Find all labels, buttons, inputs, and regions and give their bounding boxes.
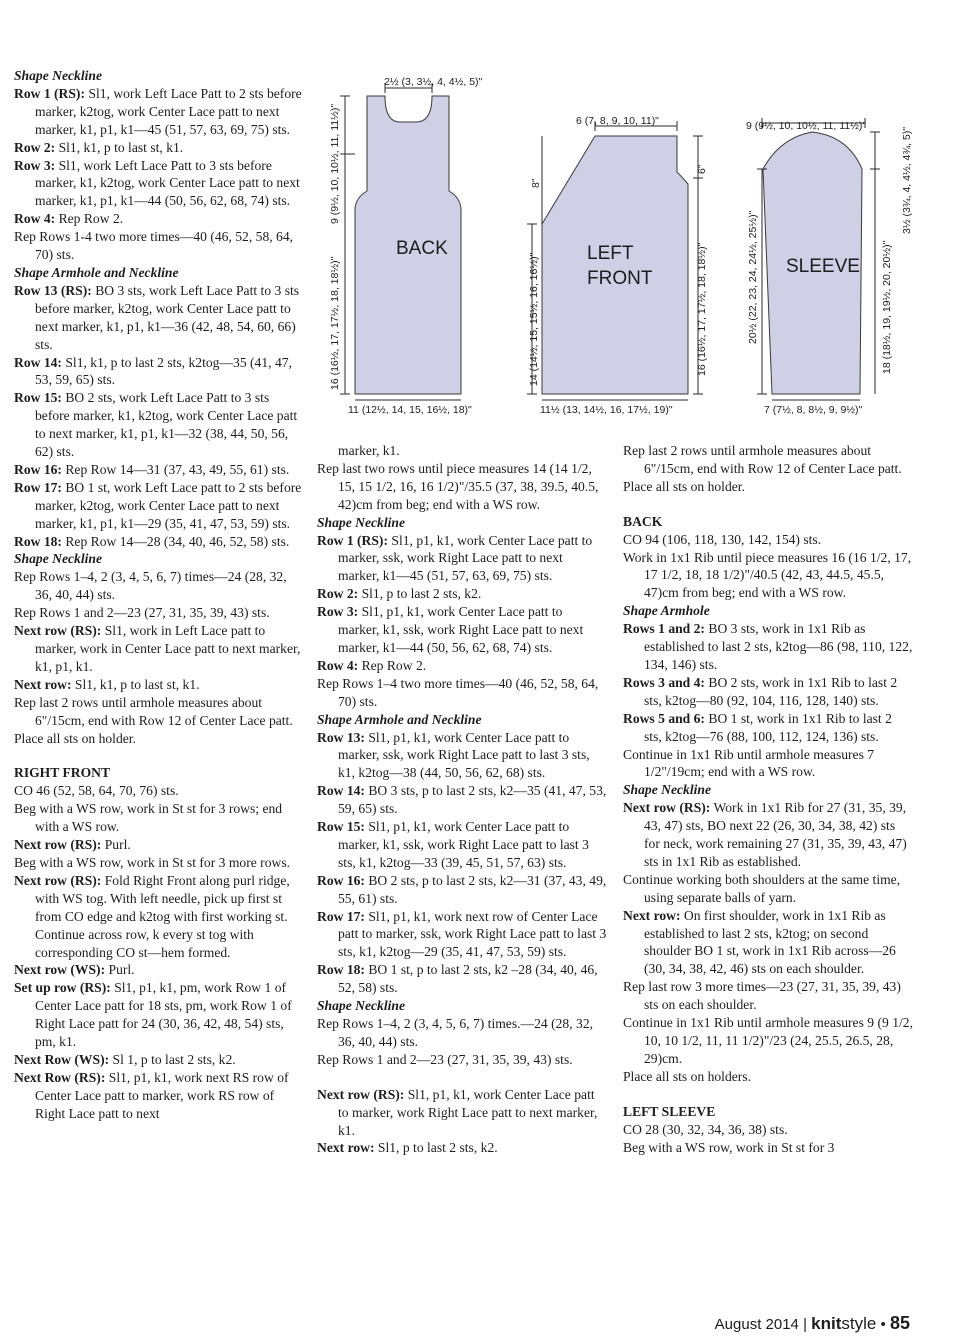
- row-label: Row 13 (RS):: [14, 282, 92, 298]
- instruction-text: Place all sts on holders.: [623, 1068, 751, 1084]
- instruction-text: Rep last two rows until piece measures 14 (14 1/2, 15, 15 1/2, 16, 16 1/2)"/35.5 (37, 38, 39.5, 40.5, 42)cm from beg; end with a WS row.: [317, 460, 599, 512]
- subsection-heading: Shape Armhole and Neckline: [317, 711, 482, 727]
- back-top-width: 2½ (3, 3½, 4, 4½, 5)": [384, 76, 483, 88]
- instruction-row: [14, 389, 304, 461]
- row-text: BO 2 sts, work Left Lace Patt to 3 sts before marker, k1, k2tog, work Center Lace patt to next marker, k1, p1, k1—32 (38, 44, 50, 56, 62) sts.: [35, 390, 298, 460]
- instruction-text: Rep Rows 1 and 2—23 (27, 31, 35, 39, 43) sts.: [317, 1051, 573, 1067]
- instruction-text: Beg with a WS row, work in St st for 3: [623, 1139, 835, 1155]
- row-label: Row 13:: [317, 729, 365, 745]
- row-label: Next row:: [14, 676, 72, 692]
- row-text: Sl1, k1, p to last st, k1.: [58, 139, 184, 155]
- row-label: Row 1 (RS):: [14, 85, 85, 101]
- row-label: Row 14:: [317, 783, 365, 799]
- instruction-row: [14, 533, 304, 551]
- row-label: Row 17:: [317, 908, 365, 924]
- sleeve-top-width: 9 (9½, 10, 10½, 11, 11½)": [746, 120, 867, 132]
- row-label: Row 2:: [14, 139, 56, 155]
- row-label: Row 3:: [14, 157, 56, 173]
- row-text: Rep Row 14—28 (34, 40, 46, 52, 58) sts.: [65, 533, 290, 549]
- brand-style: style: [841, 1314, 877, 1333]
- row-label: Next row:: [623, 907, 681, 923]
- row-text: Sl1, work Left Lace Patt to 3 sts before marker, k1, k2tog, work Center Lace patt to next marker, k1, p1, k1—44 (50, 56, 62, 68, 74) sts.: [35, 157, 300, 209]
- row-label: Row 18:: [317, 962, 365, 978]
- row-label: Row 14:: [14, 354, 62, 370]
- row-text: Sl1, p1, k1, work next row of Center Lace patt to marker, ssk, work Right Lace patt to last 3 sts, k1, k2tog—29 (35, 41, 47, 53, 59) sts.: [338, 908, 607, 960]
- row-label: Next row:: [317, 1140, 375, 1156]
- row-label: Next row (RS):: [317, 1086, 405, 1102]
- instruction-row: [317, 1139, 607, 1157]
- instruction-row: [14, 1051, 304, 1069]
- spacer: [317, 1069, 607, 1086]
- instruction-text: CO 94 (106, 118, 130, 142, 154) sts.: [623, 531, 822, 547]
- row-label: Row 3:: [317, 604, 359, 620]
- instruction-row: [14, 157, 304, 211]
- subsection-heading: Shape Armhole and Neckline: [14, 264, 179, 280]
- row-text: Work in 1x1 Rib for 27 (31, 35, 39, 43, 47) sts, BO next 22 (26, 30, 34, 38, 42) sts for neck, work remaining 27 (31, 35, 39, 43, 47) sts in 1x1 Rib as established.: [644, 800, 907, 869]
- instruction-row: [317, 585, 607, 603]
- back-armhole-length: 9 (9½, 10, 10½, 11, 11½)": [329, 103, 341, 224]
- row-text: Sl1, work in Left Lace patt to marker, work in Center Lace patt to next marker, k1, p1, k1.: [35, 623, 301, 674]
- instruction-row: [317, 818, 607, 872]
- column-left: [14, 67, 304, 1123]
- instruction-text: Rep Rows 1–4, 2 (3, 4, 5, 6, 7) times.—24 (28, 32, 36, 40, 44) sts.: [317, 1016, 594, 1049]
- instruction-text: Continue in 1x1 Rib until armhole measures 7 1/2"/19cm; end with a WS row.: [623, 746, 875, 780]
- row-text: BO 3 sts, work in 1x1 Rib as established to last 2 sts, k2tog—86 (98, 110, 122, 134, 146) sts.: [644, 621, 913, 672]
- left-front-label-line1: LEFT: [587, 243, 634, 264]
- left-front-armhole-depth: 6": [696, 164, 708, 174]
- instruction-text: Work in 1x1 Rib until piece measures 16 (16 1/2, 17, 17 1/2, 18, 18 1/2)"/40.5 (42, 43, 44.5, 45.5, 47)cm from beg; end with a WS row.: [623, 549, 912, 601]
- row-text: BO 3 sts, work Left Lace Patt to 3 sts before marker, k2tog, work Center Lace patt to next marker, k1, p1, k1—36 (42, 48, 54, 60, 66) sts.: [35, 282, 300, 352]
- row-label: Next Row (WS):: [14, 1051, 110, 1067]
- row-text: Sl1, p to last 2 sts, k2.: [377, 1140, 498, 1156]
- footer-separator: |: [803, 1316, 807, 1333]
- row-label: Next row (RS):: [14, 872, 102, 888]
- continued-text: marker, k1.: [338, 443, 400, 458]
- instruction-row: [317, 961, 607, 997]
- subsection-heading: Shape Neckline: [317, 998, 405, 1014]
- instruction-row: [317, 1086, 607, 1140]
- instruction-row: [623, 799, 913, 871]
- instruction-row: [623, 674, 913, 710]
- row-text: On first shoulder, work in 1x1 Rib as established to last 2 sts, k2tog; on second shoulder BO 1 st, work in 1x1 Rib across—26 (30, 34, 38, 42, 46) sts on each shoulder.: [644, 907, 896, 977]
- row-label: Next row (RS):: [14, 623, 102, 639]
- page-footer: [715, 1313, 910, 1334]
- left-front-shape: [542, 136, 688, 394]
- page-number: 85: [889, 1313, 910, 1333]
- spacer: [14, 747, 304, 764]
- instruction-text: Rep last 2 rows until armhole measures about 6"/15cm, end with Row 12 of Center Lace patt.: [623, 443, 902, 476]
- instruction-row: [14, 622, 304, 676]
- instruction-text: Rep Rows 1–4 two more times—40 (46, 52, 58, 64, 70) sts.: [317, 675, 599, 709]
- row-text: BO 1 st, work Left Lace patt to 2 sts before marker, k2tog, work Center Lace patt to next marker, k1, p1, k1—29 (35, 41, 47, 53, 59) sts.: [35, 479, 302, 531]
- row-text: Rep Row 14—31 (37, 43, 49, 55, 61) sts.: [65, 461, 290, 477]
- back-schematic: [329, 76, 483, 416]
- row-label: Next row (RS):: [14, 837, 102, 853]
- row-text: Sl1, p1, k1, pm, work Row 1 of Center Lace patt for 18 sts, pm, work Row 1 of Right Lace patt for 24 (30, 36, 42, 48, 54) sts, pm, k1.: [35, 980, 292, 1050]
- instruction-text: Rep last 2 rows until armhole measures about 6"/15cm, end with Row 12 of Center Lace patt.: [14, 694, 293, 728]
- row-text: BO 2 sts, p to last 2 sts, k2—31 (37, 43, 49, 55, 61) sts.: [338, 872, 607, 906]
- instruction-text: Beg with a WS row, work in St st for 3 rows; end with a WS row.: [14, 801, 283, 835]
- row-text: Rep Row 2.: [58, 211, 124, 227]
- section-heading: RIGHT FRONT: [14, 765, 111, 781]
- instruction-text: Rep Rows 1–4, 2 (3, 4, 5, 6, 7) times—24 (28, 32, 36, 40, 44) sts.: [14, 569, 287, 603]
- sleeve-underarm-length: 18 (18½, 19, 19½, 20, 20½)": [881, 240, 893, 374]
- row-label: Row 16:: [14, 461, 62, 477]
- subsection-heading: Shape Neckline: [317, 514, 405, 530]
- instruction-row: [317, 729, 607, 783]
- row-text: Sl1, p1, k1, work Center Lace patt to marker, ssk, work Right Lace patt to last 3 sts, k1, k2tog—38 (44, 50, 56, 62, 68) sts.: [338, 729, 590, 781]
- row-text: Sl1, p1, k1, work Center Lace patt to marker, ssk, work Right Lace patt to next marker, k1—45 (51, 57, 63, 69, 75) sts.: [338, 532, 593, 584]
- column-right: [623, 442, 913, 1156]
- subsection-heading: Shape Neckline: [623, 782, 711, 798]
- sleeve-bottom-width: 7 (7½, 8, 8½, 9, 9½)": [764, 404, 863, 416]
- instruction-row: [317, 782, 607, 818]
- instruction-row: [317, 603, 607, 657]
- row-label: Row 4:: [14, 211, 56, 227]
- subsection-heading: Shape Neckline: [14, 551, 102, 567]
- instruction-text: Rep Rows 1 and 2—23 (27, 31, 35, 39, 43) sts.: [14, 605, 270, 621]
- row-text: Sl1, k1, p to last st, k1.: [74, 676, 200, 692]
- row-text: Fold Right Front along purl ridge, with WS tog. With left needle, pick up first st from CO edge and k2tog with first working st. Continue across row, k every st tog with corresponding CO st—hem formed.: [35, 872, 290, 960]
- row-label: Rows 3 and 4:: [623, 674, 705, 690]
- row-text: Sl1, p1, k1, work Center Lace patt to marker, work Right Lace patt to next marker, k1.: [338, 1086, 598, 1138]
- brand-knit: knit: [811, 1314, 842, 1333]
- instruction-text: Continue in 1x1 Rib until armhole measures 9 (9 1/2, 10, 10 1/2, 11, 11 1/2)"/23 (24, 25.5, 26.5, 28, 29)cm.: [623, 1015, 913, 1066]
- row-text: Sl1, k1, p to last 2 sts, k2tog—35 (41, 47, 53, 59, 65) sts.: [35, 354, 292, 388]
- instruction-row: [14, 139, 304, 157]
- schematic-diagrams: [312, 74, 952, 422]
- sleeve-cap-height: 3½ (3¾, 4, 4½, 4¾, 5)": [901, 126, 913, 234]
- row-text: Purl.: [104, 837, 131, 853]
- sleeve-schematic: [746, 118, 913, 416]
- instruction-row: [14, 676, 304, 694]
- column-middle: [317, 442, 607, 1157]
- instruction-row: [14, 354, 304, 390]
- instruction-text: Beg with a WS row, work in St st for 3 more rows.: [14, 854, 291, 870]
- row-text: Rep Row 2.: [361, 657, 427, 673]
- instruction-row: [317, 657, 607, 675]
- left-front-schematic: [527, 115, 708, 416]
- instruction-row: [14, 85, 304, 139]
- section-heading: LEFT SLEEVE: [623, 1103, 716, 1119]
- row-label: Row 15:: [14, 390, 62, 406]
- instruction-row: [14, 836, 304, 854]
- left-front-label-line2: FRONT: [587, 268, 653, 289]
- sleeve-label: SLEEVE: [786, 256, 860, 277]
- instruction-row: [14, 282, 304, 354]
- sleeve-total-length: 20½ (22, 23, 24, 24½, 25½)": [747, 210, 759, 344]
- row-label: Next row (WS):: [14, 962, 106, 978]
- row-label: Row 2:: [317, 586, 359, 602]
- instruction-row: [14, 961, 304, 979]
- instruction-text: Rep Rows 1-4 two more times—40 (46, 52, 58, 64, 70) sts.: [14, 229, 294, 263]
- row-label: Rows 1 and 2:: [623, 621, 705, 637]
- row-label: Row 17:: [14, 479, 62, 495]
- instruction-row: [317, 908, 607, 962]
- instruction-text: Continue working both shoulders at the same time, using separate balls of yarn.: [623, 871, 901, 905]
- left-front-body-length: 16 (16½, 17, 17½, 18, 18½)": [696, 242, 708, 376]
- row-label: Next Row (RS):: [14, 1069, 106, 1085]
- instruction-row: [14, 479, 304, 533]
- left-front-neck-depth: 8": [530, 178, 542, 188]
- instruction-text: Rep last row 3 more times—23 (27, 31, 35, 39, 43) sts on each shoulder.: [623, 979, 901, 1013]
- row-label: Row 18:: [14, 533, 62, 549]
- issue-date: August 2014: [714, 1316, 799, 1333]
- row-text: Sl 1, p to last 2 sts, k2.: [112, 1051, 236, 1067]
- row-text: BO 2 sts, work in 1x1 Rib to last 2 sts, k2tog—80 (92, 104, 116, 128, 140) sts.: [644, 674, 898, 708]
- row-label: Row 1 (RS):: [317, 532, 388, 548]
- instruction-row: [317, 532, 607, 586]
- subsection-heading: Shape Armhole: [623, 603, 710, 619]
- row-label: Row 15:: [317, 819, 365, 835]
- instruction-text: CO 28 (30, 32, 34, 36, 38) sts.: [623, 1121, 788, 1137]
- back-bottom-width: 11 (12½, 14, 15, 16½, 18)": [348, 404, 472, 416]
- left-front-side-length: 14 (14½, 15, 15½, 16, 16½)": [528, 252, 540, 386]
- instruction-text: Place all sts on holder.: [623, 478, 745, 494]
- section-heading: BACK: [623, 513, 663, 529]
- instruction-row: [623, 620, 913, 674]
- left-front-bottom-width: 11½ (13, 14½, 16, 17½, 19)": [540, 404, 673, 416]
- left-front-top-width: 6 (7, 8, 9, 10, 11)": [576, 115, 659, 127]
- row-text: Sl1, p1, k1, work Center Lace patt to marker, k1, ssk, work Right Lace patt to next marker, k1—44 (50, 56, 62, 68, 74) sts.: [338, 604, 584, 655]
- row-text: BO 1 st, p to last 2 sts, k2 –28 (34, 40, 46, 52, 58) sts.: [338, 962, 598, 996]
- instruction-text: Place all sts on holder.: [14, 730, 136, 746]
- row-text: BO 1 st, work in 1x1 Rib to last 2 sts, k2tog—76 (88, 100, 112, 124, 136) sts.: [644, 710, 892, 744]
- magazine-brand: [811, 1314, 876, 1333]
- row-label: Next row (RS):: [623, 800, 711, 816]
- row-text: Sl1, p1, k1, work Center Lace patt to marker, k1, ssk, work Right Lace patt to last 3 sts, k1, k2tog—33 (39, 45, 51, 57, 63) sts.: [338, 819, 589, 870]
- footer-bullet: •: [880, 1316, 886, 1333]
- instruction-text: CO 46 (52, 58, 64, 70, 76) sts.: [14, 783, 179, 799]
- row-text: Sl1, p to last 2 sts, k2.: [361, 586, 482, 602]
- spacer: [623, 1086, 913, 1103]
- row-text: Sl1, p1, k1, work next RS row of Center Lace patt to marker, work RS row of Right Lace patt to next: [35, 1069, 289, 1121]
- instruction-row: [14, 1069, 304, 1123]
- instruction-row: [14, 210, 304, 228]
- row-label: Row 16:: [317, 872, 365, 888]
- instruction-row: [317, 872, 607, 908]
- instruction-row: [14, 979, 304, 1051]
- row-label: Row 4:: [317, 657, 359, 673]
- instruction-row: [14, 872, 304, 962]
- row-text: Sl1, work Left Lace Patt to 2 sts before marker, k2tog, work Center Lace patt to next marker, k1, p1, k1—45 (51, 57, 63, 69, 75) sts.: [35, 85, 302, 137]
- row-label: Set up row (RS):: [14, 980, 111, 996]
- subsection-heading: Shape Neckline: [14, 68, 102, 83]
- back-label: BACK: [396, 238, 448, 259]
- instruction-row: [623, 710, 913, 746]
- row-text: BO 3 sts, p to last 2 sts, k2—35 (41, 47, 53, 59, 65) sts.: [338, 783, 607, 817]
- row-text: Purl.: [108, 962, 135, 978]
- back-body-length: 16 (16½, 17, 17½, 18, 18½)": [329, 256, 341, 390]
- spacer: [623, 496, 913, 513]
- instruction-row: [14, 461, 304, 479]
- row-label: Rows 5 and 6:: [623, 710, 705, 726]
- instruction-row: [623, 907, 913, 979]
